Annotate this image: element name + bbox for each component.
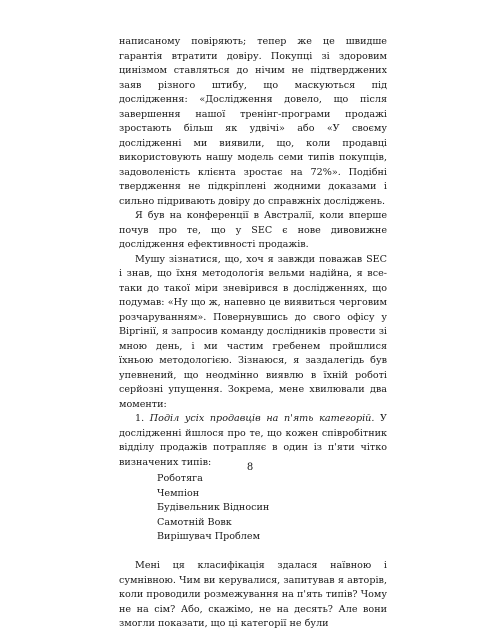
- list-item: Будівельник Відносин: [157, 502, 270, 513]
- paragraph-1: написаному повіряють; тепер же це швидше гарантія втратити довіру. Покупці зі здоровим цинізмом ставляться до нічим не підтверджених заяв різного штибу, що маскуються під дослідження: «Дослідження довело, що після завершення нашої тренінг-програми продажі зростають більш як удвічі» або «У своєму дослідженні ми виявили, що, коли продавці використовують нашу модель семи типів покупців, задоволеність клієнта зростає на 72%». Подібні твердження не підкріплені жодними доказами і сильно підривають довіру до справжніх досліджень.: [119, 36, 387, 207]
- page-number: 8: [246, 462, 254, 473]
- item-italic-text: Поділ усіх продавців на п'ять категорій.: [149, 413, 375, 424]
- list-item: Чемпіон: [157, 487, 200, 499]
- list-item: Вирішувач Проблем: [157, 531, 261, 542]
- item-rest-text: У дослідженні йшлося про те, що кожен співробітник відділу продажів потрапляє в один із п'яти чітко визначених типів:: [119, 413, 387, 468]
- item-number: 1.: [135, 413, 145, 424]
- types-list: [157, 472, 387, 545]
- paragraph-2: Я був на конференції в Австралії, коли вперше почув про те, що у SEC є нове дивовижне дослідження ефективності продажів.: [119, 210, 387, 250]
- body-text: [119, 35, 387, 632]
- paragraph-3: Мушу зізнатися, що, хоч я завжди поважав SEC і знав, що їхня методологія вельми надійна, я все-таки до такої міри зневірився в дослідженнях, що подумав: «Ну що ж, напевно це виявиться черговим розчаруванням». Повернувшись до свого офісу у Віргінії, я запросив команду дослідників провести зі мною день, і ми частим гребенем пройшлися їхньою методологією. Зізнаюся, я заздалегідь був упевнений, що неодмінно виявлю в їхній роботі серйозні упущення. Зокрема, мене хвилювали два моменти:: [119, 253, 387, 410]
- paragraph-bottom: Мені ця класифікація здалася наївною і сумнівною. Чим ви керувалися, запитував я авторів, коли проводили розмежування на п'ять типів? Чому не на сім? Або, скажімо, не на десять? Але вони змогли показати, що ці категорії не були: [119, 560, 387, 629]
- list-item: Роботяга: [157, 473, 203, 484]
- list-item: Самотній Вовк: [157, 516, 232, 528]
